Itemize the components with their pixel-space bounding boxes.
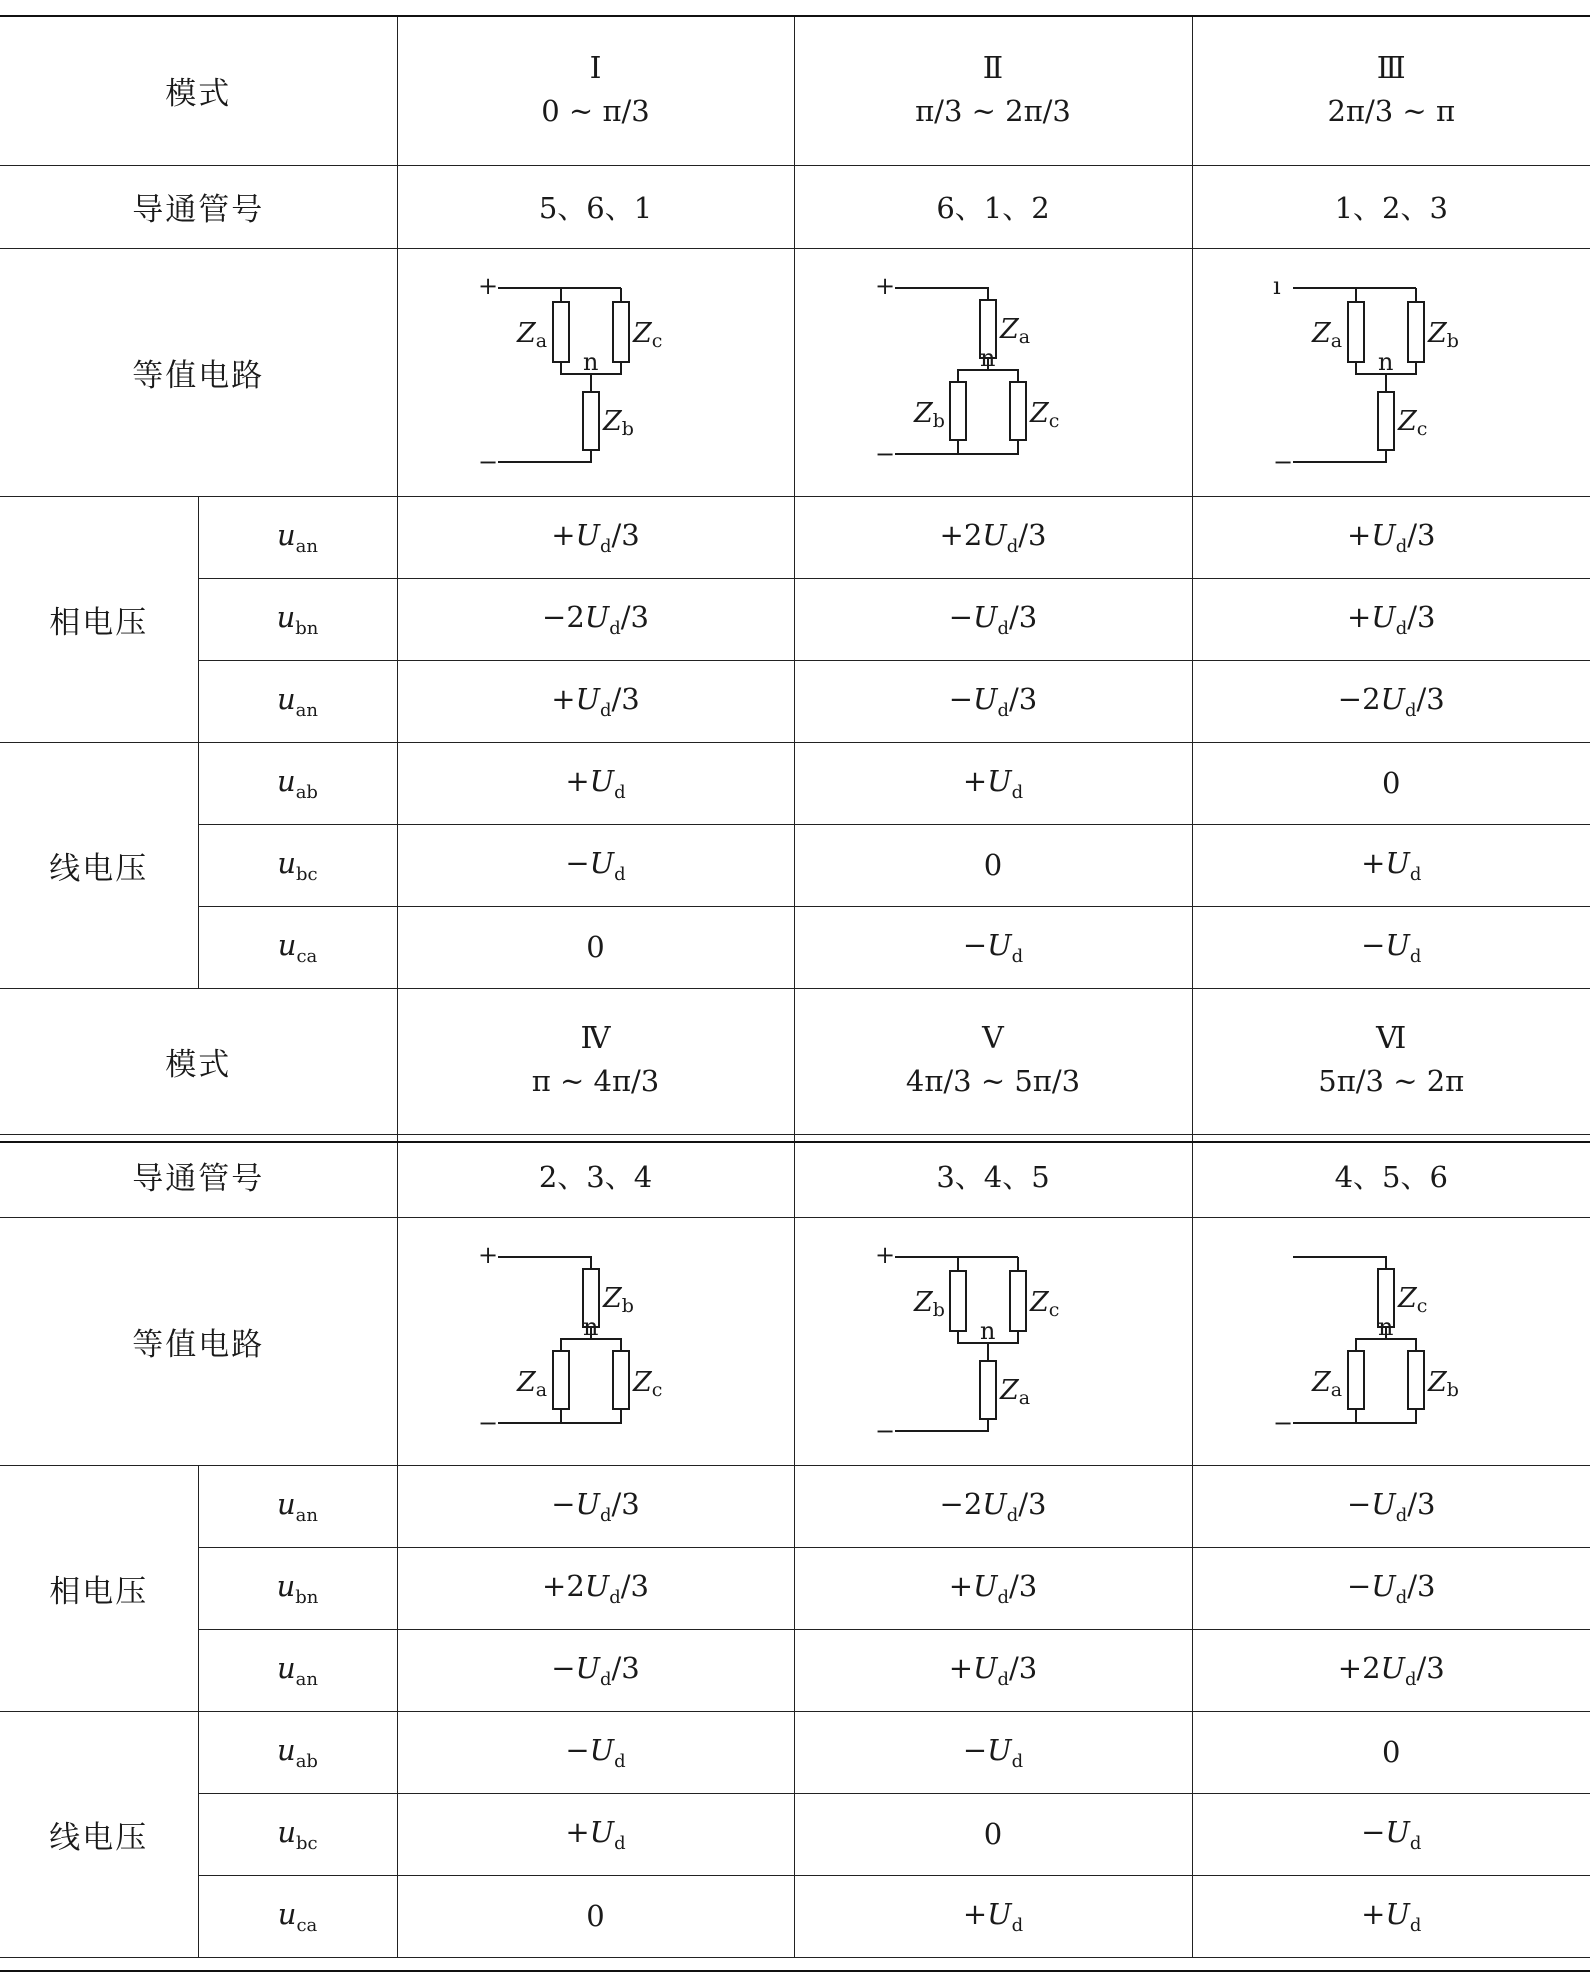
negative-terminal-mark: − — [1273, 448, 1294, 476]
mode-roman-numeral: Ⅵ — [1376, 1021, 1407, 1056]
phase-voltage-row — [0, 496, 1590, 578]
equivalent-circuit-diagram — [1271, 262, 1511, 482]
equivalent-circuit-cell — [794, 1217, 1192, 1465]
equivalent-circuit-diagram — [873, 262, 1113, 482]
phase-voltage-value: $-U_d/3$ — [948, 599, 1038, 639]
phase-voltage-value-cell — [1192, 496, 1590, 578]
phase-voltage-value-cell — [397, 660, 794, 742]
line-voltage-value-cell — [794, 1875, 1192, 1957]
mode-roman-numeral: Ⅱ — [982, 50, 1004, 86]
phase-voltage-value-cell — [1192, 660, 1590, 742]
phase-voltage-row — [0, 1547, 1590, 1629]
phase-voltage-symbol-cell — [198, 660, 397, 742]
line-voltage-group-label: 线电压 — [0, 742, 198, 988]
impedance-zc-resistor — [613, 302, 629, 362]
line-voltage-value: 0 — [1382, 1735, 1401, 1769]
line-voltage-value-cell — [1192, 824, 1590, 906]
impedance-zc-resistor — [613, 1351, 629, 1409]
phase-voltage-value-cell — [1192, 1547, 1590, 1629]
line-voltage-row — [0, 742, 1590, 824]
phase-voltage-value-cell — [397, 1547, 794, 1629]
impedance-zb-resistor — [1408, 1351, 1424, 1409]
mode-roman-numeral: Ⅳ — [580, 1021, 611, 1056]
phase-voltage-value-cell — [1192, 578, 1590, 660]
wire — [561, 1409, 621, 1423]
impedance-zc-resistor — [1010, 382, 1026, 440]
mode-cell — [397, 988, 794, 1134]
mode-angle-range: π/3 ~ 2π/3 — [915, 93, 1071, 128]
line-voltage-symbol: $u_{ca}$ — [277, 927, 318, 967]
equivalent-circuit-cell — [1192, 248, 1590, 496]
conducting-switches-cell: 4、5、6 — [1192, 1134, 1590, 1217]
phase-voltage-symbol-cell — [198, 1629, 397, 1711]
line-voltage-value: $-U_d$ — [962, 1732, 1024, 1772]
equivalent-circuit-diagram — [476, 262, 716, 482]
phase-voltage-value: $-2U_d/3$ — [1337, 681, 1445, 721]
line-voltage-value: $-U_d$ — [565, 1732, 626, 1772]
positive-terminal-mark: + — [477, 272, 498, 300]
line-voltage-symbol: $u_{ab}$ — [277, 1732, 318, 1772]
line-voltage-symbol: $u_{bc}$ — [277, 845, 318, 885]
conducting-switches-cell: 2、3、4 — [397, 1134, 794, 1217]
line-voltage-symbol-cell — [198, 1793, 397, 1875]
line-voltage-symbol-cell — [198, 824, 397, 906]
phase-voltage-value: $+U_d/3$ — [948, 1568, 1038, 1608]
equivalent-circuit-label-cell: 等值电路 — [0, 1217, 397, 1465]
wire — [1356, 1409, 1416, 1423]
positive-terminal-mark: ı — [1273, 272, 1281, 300]
mode-angle-range: 5π/3 ~ 2π — [1318, 1064, 1465, 1098]
mode-roman-numeral: Ⅰ — [589, 50, 602, 86]
impedance-label-zc: Zc — [1398, 1283, 1428, 1317]
impedance-zb-resistor — [1408, 302, 1424, 362]
impedance-label-za: Za — [1000, 1375, 1031, 1409]
line-voltage-value: 0 — [1382, 766, 1401, 800]
impedance-label-za: Za — [1312, 318, 1343, 352]
line-voltage-value: 0 — [983, 848, 1003, 882]
line-voltage-symbol: $u_{bc}$ — [277, 1814, 318, 1854]
line-voltage-value-cell — [794, 1711, 1192, 1793]
equivalent-circuit-cell — [397, 1217, 794, 1465]
phase-voltage-value: $+2U_d/3$ — [1337, 1650, 1445, 1690]
line-voltage-value: $+U_d$ — [962, 1896, 1024, 1936]
positive-terminal-mark: + — [875, 272, 896, 300]
impedance-label-zc: Zc — [1398, 406, 1428, 440]
impedance-label-zb: Zb — [914, 1287, 945, 1321]
line-voltage-value-cell — [1192, 1793, 1590, 1875]
line-voltage-value-cell — [1192, 1875, 1590, 1957]
line-voltage-value: $-U_d$ — [962, 927, 1024, 967]
positive-rail — [1293, 1257, 1386, 1269]
line-voltage-value-cell — [794, 742, 1192, 824]
negative-rail — [498, 450, 591, 462]
conducting-switches-cell: 5、6、1 — [397, 165, 794, 248]
phase-voltage-value-cell — [397, 578, 794, 660]
impedance-label-zb: Zb — [1428, 318, 1460, 352]
phase-voltage-value: $-U_d/3$ — [948, 681, 1038, 721]
mode-angle-range: π ~ 4π/3 — [531, 1064, 660, 1098]
phase-voltage-value-cell — [794, 496, 1192, 578]
mode-roman-numeral: Ⅴ — [982, 1021, 1004, 1056]
impedance-zb-resistor — [950, 382, 966, 440]
line-voltage-symbol: $u_{ca}$ — [277, 1896, 318, 1936]
phase-voltage-value-cell — [397, 1629, 794, 1711]
conducting-label-cell: 导通管号 — [0, 1134, 397, 1217]
mode-cell — [794, 17, 1192, 165]
line-voltage-symbol-cell — [198, 1711, 397, 1793]
impedance-za-resistor — [1348, 1351, 1364, 1409]
mode-roman-numeral: Ⅲ — [1376, 50, 1406, 86]
positive-rail — [895, 288, 988, 300]
half-separator-rule — [0, 1141, 1590, 1143]
line-voltage-value: $-U_d$ — [1361, 927, 1422, 967]
negative-terminal-mark: − — [875, 440, 896, 468]
phase-voltage-value: $+U_d/3$ — [551, 681, 640, 721]
positive-terminal-mark: + — [875, 1241, 896, 1269]
phase-voltage-value: $-U_d/3$ — [1346, 1568, 1436, 1608]
phase-voltage-value-cell — [1192, 1629, 1590, 1711]
line-voltage-row — [0, 1711, 1590, 1793]
phase-voltage-value-cell — [794, 1465, 1192, 1547]
line-voltage-row — [0, 1793, 1590, 1875]
equivalent-circuit-diagram — [1271, 1231, 1511, 1451]
impedance-label-zc: Zc — [632, 318, 662, 352]
neutral-point-label: n — [1378, 348, 1394, 376]
impedance-label-zc: Zc — [1030, 398, 1060, 432]
phase-voltage-value-cell — [794, 660, 1192, 742]
conducting-switches-cell: 6、1、2 — [794, 165, 1192, 248]
line-voltage-symbol: $u_{ab}$ — [277, 763, 318, 803]
equivalent-circuit-diagram — [873, 1231, 1113, 1451]
line-voltage-value-cell — [397, 1793, 794, 1875]
phase-voltage-symbol-cell — [198, 496, 397, 578]
negative-terminal-mark: − — [477, 1409, 498, 1437]
impedance-label-za: Za — [1312, 1367, 1343, 1401]
line-voltage-value: $+U_d$ — [1361, 845, 1422, 885]
phase-voltage-symbol: $u_{an}$ — [276, 517, 318, 557]
conducting-switches-cell: 1、2、3 — [1192, 165, 1590, 248]
neutral-point-label: n — [1378, 1313, 1394, 1341]
line-voltage-value-cell — [397, 906, 794, 988]
line-voltage-value: $-U_d$ — [1361, 1814, 1422, 1854]
line-voltage-value-cell — [1192, 742, 1590, 824]
conducting-switches-cell: 3、4、5 — [794, 1134, 1192, 1217]
line-voltage-row — [0, 906, 1590, 988]
inverter-mode-table — [0, 17, 1590, 1958]
phase-voltage-symbol: $u_{an}$ — [276, 681, 318, 721]
conducting-label-cell: 导通管号 — [0, 165, 397, 248]
impedance-label-zc: Zc — [632, 1367, 662, 1401]
phase-voltage-group-label: 相电压 — [0, 1465, 198, 1711]
phase-voltage-value: $-U_d/3$ — [551, 1486, 640, 1526]
neutral-point-label: n — [582, 1313, 598, 1341]
line-voltage-value: $+U_d$ — [565, 1814, 626, 1854]
phase-voltage-value-cell — [397, 1465, 794, 1547]
phase-voltage-symbol-cell — [198, 578, 397, 660]
phase-voltage-symbol-cell — [198, 1547, 397, 1629]
impedance-label-zb: Zb — [602, 406, 634, 440]
equivalent-circuit-row — [0, 248, 1590, 496]
phase-voltage-value-cell — [794, 1547, 1192, 1629]
impedance-za-resistor — [1348, 302, 1364, 362]
neutral-point-label: n — [582, 348, 598, 376]
phase-voltage-value: $-2U_d/3$ — [939, 1486, 1047, 1526]
impedance-label-za: Za — [516, 318, 547, 352]
line-voltage-row — [0, 1875, 1590, 1957]
phase-voltage-value-cell — [794, 1629, 1192, 1711]
phase-voltage-value-cell — [794, 578, 1192, 660]
impedance-zb-resistor — [583, 392, 599, 450]
negative-rail — [895, 1419, 988, 1431]
phase-voltage-value: $-U_d/3$ — [551, 1650, 640, 1690]
impedance-label-zb: Zb — [1428, 1367, 1460, 1401]
neutral-point-label: n — [980, 344, 996, 372]
equivalent-circuit-label-cell: 等值电路 — [0, 248, 397, 496]
impedance-za-resistor — [980, 1361, 996, 1419]
line-voltage-value: 0 — [586, 1899, 605, 1933]
negative-terminal-mark: − — [1273, 1409, 1294, 1437]
mode-angle-range: 4π/3 ~ 5π/3 — [905, 1064, 1081, 1098]
line-voltage-value: 0 — [983, 1817, 1003, 1851]
negative-rail — [1293, 450, 1386, 462]
line-voltage-value-cell — [794, 906, 1192, 988]
phase-voltage-row — [0, 578, 1590, 660]
line-voltage-value-cell — [397, 742, 794, 824]
mode-header-row — [0, 17, 1590, 165]
phase-voltage-symbol: $u_{bn}$ — [276, 599, 319, 639]
equivalent-circuit-cell — [397, 248, 794, 496]
mode-angle-range: 2π/3 ~ π — [1327, 93, 1456, 128]
phase-voltage-value: $+2U_d/3$ — [542, 1568, 649, 1608]
impedance-zc-resistor — [1010, 1271, 1026, 1331]
phase-voltage-value: $+U_d/3$ — [551, 517, 640, 557]
phase-voltage-value: $-U_d/3$ — [1346, 1486, 1436, 1526]
equivalent-circuit-row — [0, 1217, 1590, 1465]
phase-voltage-symbol: $u_{an}$ — [276, 1650, 318, 1690]
equivalent-circuit-cell — [794, 248, 1192, 496]
phase-voltage-value: $+U_d/3$ — [948, 1650, 1038, 1690]
phase-voltage-value-cell — [397, 496, 794, 578]
line-voltage-value-cell — [397, 1711, 794, 1793]
phase-voltage-symbol: $u_{an}$ — [276, 1486, 318, 1526]
impedance-label-zb: Zb — [914, 398, 945, 432]
phase-voltage-value: $+U_d/3$ — [1346, 599, 1436, 639]
phase-voltage-value: $+2U_d/3$ — [939, 517, 1047, 557]
phase-voltage-value-cell — [1192, 1465, 1590, 1547]
mode-cell — [1192, 988, 1590, 1134]
phase-voltage-symbol-cell — [198, 1465, 397, 1547]
phase-voltage-row — [0, 1629, 1590, 1711]
impedance-label-zb: Zb — [602, 1283, 634, 1317]
line-voltage-value-cell — [1192, 906, 1590, 988]
negative-terminal-mark: − — [875, 1417, 896, 1445]
impedance-za-resistor — [553, 1351, 569, 1409]
mode-cell — [794, 988, 1192, 1134]
impedance-za-resistor — [553, 302, 569, 362]
phase-voltage-value: $+U_d/3$ — [1346, 517, 1436, 557]
line-voltage-value: $+U_d$ — [962, 763, 1024, 803]
line-voltage-symbol-cell — [198, 906, 397, 988]
mode-cell — [1192, 17, 1590, 165]
conducting-switches-row — [0, 165, 1590, 248]
negative-terminal-mark: − — [477, 448, 498, 476]
impedance-zc-resistor — [1378, 392, 1394, 450]
conducting-switches-row — [0, 1134, 1590, 1217]
positive-rail — [498, 1257, 591, 1269]
equivalent-circuit-cell — [1192, 1217, 1590, 1465]
mode-cell — [397, 17, 794, 165]
line-voltage-group-label: 线电压 — [0, 1711, 198, 1957]
mode-header-row — [0, 988, 1590, 1134]
line-voltage-symbol-cell — [198, 742, 397, 824]
impedance-label-zc: Zc — [1030, 1287, 1060, 1321]
mode-label-cell: 模式 — [0, 17, 397, 165]
equivalent-circuit-diagram — [476, 1231, 716, 1451]
phase-voltage-group-label: 相电压 — [0, 496, 198, 742]
phase-voltage-value: $-2U_d/3$ — [542, 599, 649, 639]
line-voltage-value: $-U_d$ — [565, 845, 626, 885]
line-voltage-value: $+U_d$ — [565, 763, 626, 803]
impedance-label-za: Za — [516, 1367, 547, 1401]
neutral-point-label: n — [980, 1317, 996, 1345]
line-voltage-value: $+U_d$ — [1361, 1896, 1422, 1936]
line-voltage-value: 0 — [586, 930, 605, 964]
phase-voltage-row — [0, 660, 1590, 742]
line-voltage-row — [0, 824, 1590, 906]
phase-voltage-symbol: $u_{bn}$ — [276, 1568, 319, 1608]
mode-label-cell: 模式 — [0, 988, 397, 1134]
line-voltage-value-cell — [1192, 1711, 1590, 1793]
table-bottom-rule — [0, 1970, 1590, 1972]
impedance-zb-resistor — [950, 1271, 966, 1331]
line-voltage-value-cell — [794, 1793, 1192, 1875]
line-voltage-value-cell — [397, 824, 794, 906]
line-voltage-value-cell — [397, 1875, 794, 1957]
line-voltage-symbol-cell — [198, 1875, 397, 1957]
line-voltage-value-cell — [794, 824, 1192, 906]
wire — [958, 440, 1018, 454]
phase-voltage-row — [0, 1465, 1590, 1547]
positive-terminal-mark: + — [477, 1241, 498, 1269]
impedance-label-za: Za — [1000, 314, 1031, 348]
mode-angle-range: 0 ~ π/3 — [541, 93, 650, 128]
